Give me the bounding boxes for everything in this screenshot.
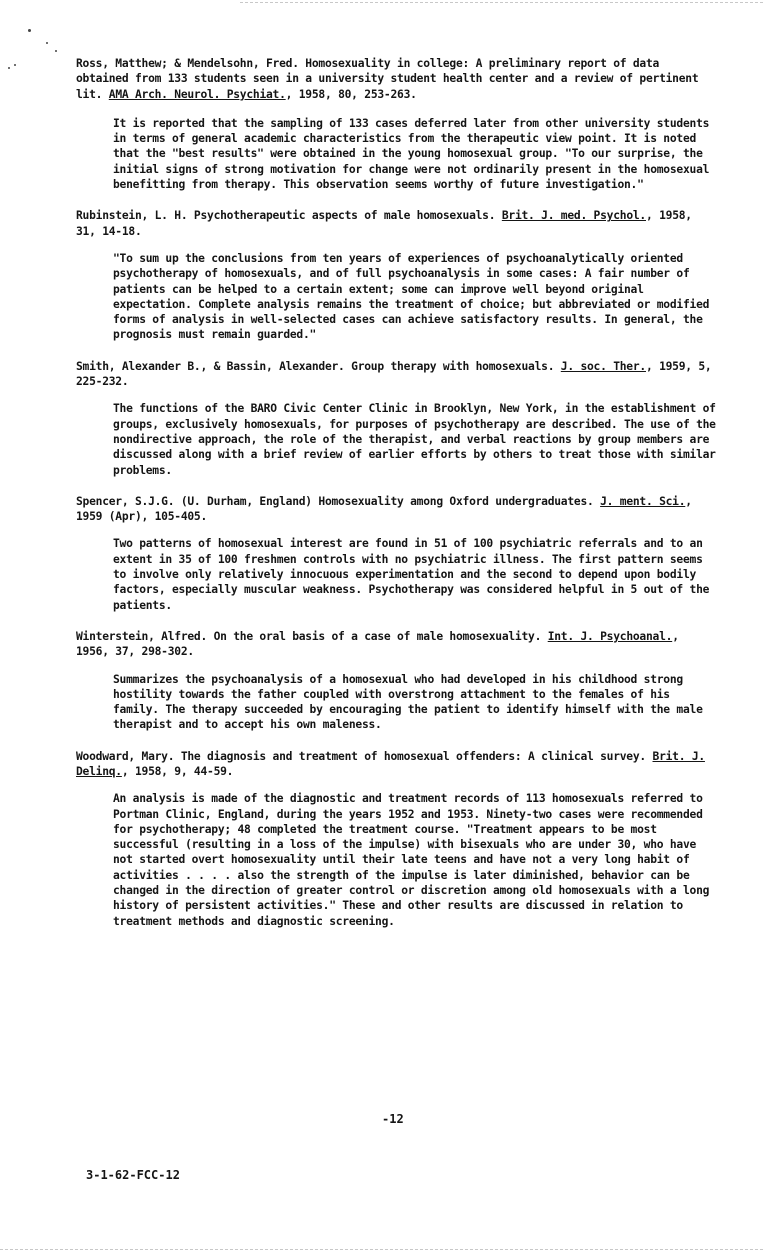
document-code: 3-1-62-FCC-12 — [86, 1168, 180, 1182]
journal-name: J. ment. Sci. — [600, 494, 686, 508]
bibliography-entry — [76, 494, 716, 613]
journal-name: AMA Arch. Neurol. Psychiat. — [108, 87, 286, 101]
citation-lead: Winterstein, Alfred. On the oral basis of a case of male homosexuality. — [76, 629, 548, 643]
journal-name: Brit. J. Delinq. — [76, 749, 705, 778]
journal-name: Int. J. Psychoanal. — [547, 629, 673, 643]
entry-citation — [76, 359, 716, 390]
entry-abstract: "To sum up the conclusions from ten years of experiences of psychoanalytically oriented psychotherapy of homosexuals, and of full psychoanalysis in some cases: A fair number of patients can be helped to a certain extent; some can improve well beyond original expectation. Complete analysis remains the treatment of choice; but abbreviated or modified forms of analysis in well-selected cases can achieve satisfactory results. In general, the prognosis must remain guarded." — [113, 251, 710, 342]
entry-abstract: The functions of the BARO Civic Center Clinic in Brooklyn, New York, in the establishment of groups, exclusively homosexuals, for purposes of psychotherapy are described. The use of the nondirective approach, the role of the therapist, and verbal reactions by group members are discussed along with a brief review of earlier efforts by others to treat those with similar problems. — [113, 402, 716, 477]
entry-abstract: Summarizes the psychoanalysis of a homosexual who had developed in his childhood strong hostility towards the father coupled with overstrong attachment to the females of his family. The therapy succeeded by encouraging the patient to identify himself with the male therapist and to accept his own maleness. — [113, 672, 703, 732]
citation-lead: Spencer, S.J.G. (U. Durham, England) Homosexuality among Oxford undergraduates. — [76, 494, 601, 508]
entry-abstract: It is reported that the sampling of 133 cases deferred later from other university students in terms of general academic characteristics from the therapeutic view point. It is noted that the "best results" were obtained in the young homosexual group. "To our surprise, the initial signs of strong motivation for change were not ordinarily present in the homosexual benefitting from therapy. This observation seems worthy of future investigation." — [113, 116, 710, 192]
page-number: -12 — [382, 1112, 404, 1126]
entry-citation — [76, 494, 716, 525]
bottom-edge-rule — [0, 1249, 763, 1250]
citation-lead: Smith, Alexander B., & Bassin, Alexander. Group therapy with homosexuals. — [76, 359, 561, 373]
citation-tail: , 1958, 31, 14-18. — [76, 209, 692, 238]
citation-tail: , 1956, 37, 298-302. — [76, 629, 679, 659]
bibliography-page — [76, 56, 716, 929]
citation-lead: Ross, Matthew; & Mendelsohn, Fred. Homosexuality in college: A preliminary report of data obtained from 133 students seen in a university student health center and a review of pertinent lit. — [76, 57, 699, 101]
journal-name: J. soc. Ther. — [560, 359, 646, 373]
citation-tail: , 1959 (Apr), 105-405. — [76, 494, 692, 524]
entry-abstract: Two patterns of homosexual interest are found in 51 of 100 psychiatric referrals and to an extent in 35 of 100 freshmen controls with no psychiatric illness. The first pattern seems to involve only relatively innocuous experimentation and the second to depend upon bodily factors, especially muscular weakness. Psychotherapy was considered helpful in 5 out of the patients. — [113, 537, 710, 612]
citation-lead: Rubinstein, L. H. Psychotherapeutic aspects of male homosexuals. — [76, 209, 502, 223]
entry-citation — [76, 629, 716, 660]
entry-citation — [76, 208, 716, 239]
bibliography-entry — [76, 56, 716, 192]
bibliography-entry — [76, 359, 716, 478]
bibliography-entry — [76, 208, 716, 342]
citation-tail: , 1958, 80, 253-263. — [285, 87, 417, 101]
bibliography-entry — [76, 749, 716, 929]
citation-tail: , 1958, 9, 44-59. — [121, 764, 234, 778]
journal-name: Brit. J. med. Psychol. — [501, 209, 646, 223]
entry-citation — [76, 749, 716, 780]
top-edge-rule — [240, 2, 763, 3]
entry-citation — [76, 56, 716, 102]
citation-lead: Woodward, Mary. The diagnosis and treatment of homosexual offenders: A clinical survey. — [76, 749, 653, 763]
bibliography-entry — [76, 629, 716, 733]
citation-tail: , 1959, 5, 225-232. — [76, 359, 712, 389]
entry-abstract: An analysis is made of the diagnostic and treatment records of 113 homosexuals referred to Portman Clinic, England, during the years 1952 and 1953. Ninety-two cases were recommended for psychotherapy; 48 completed the treatment course. "Treatment appears to be most successful (resulting in a loss of the impulse) with bisexuals who are under 30, who have not started overt homosexuality until their late teens and have not a very long habit of activities . . . . also the strength of the impulse is later diminished, behavior can be changed in the direction of greater control or discretion among old homosexuals with a long history of persistent activities." These and other results are discussed in relation to treatment methods and diagnostic screening. — [113, 792, 710, 928]
